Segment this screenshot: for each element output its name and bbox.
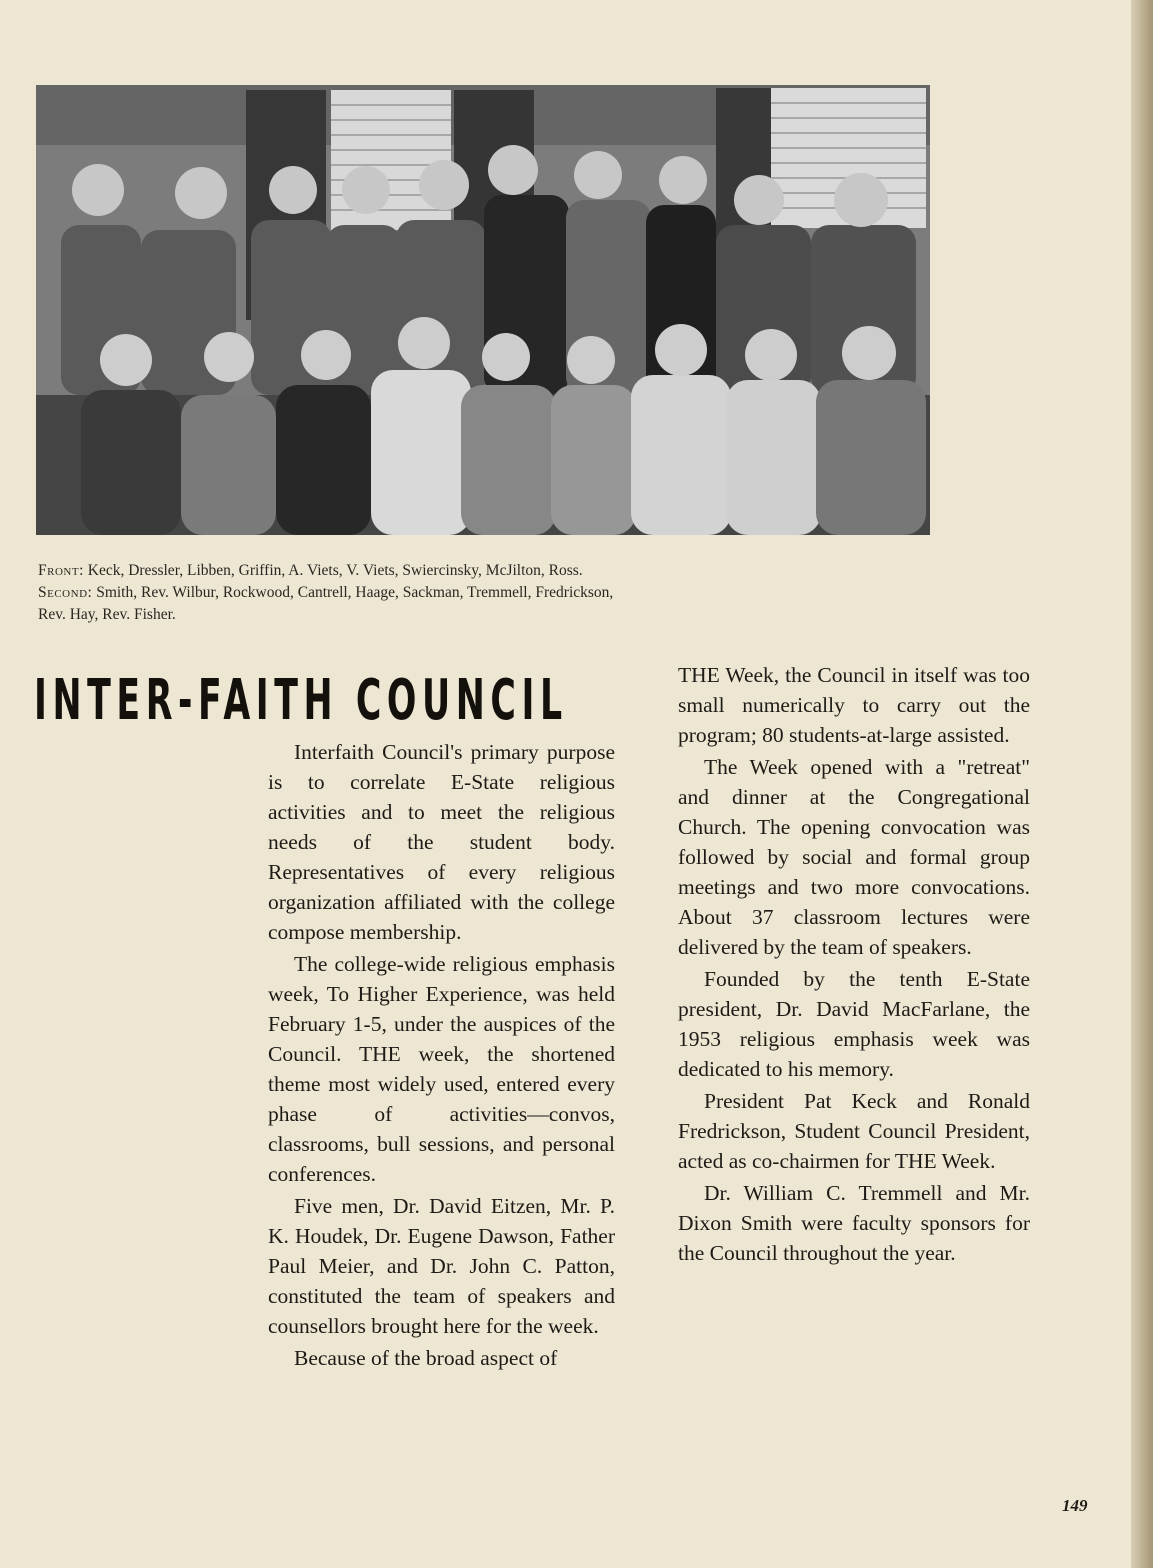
page-edge — [1131, 0, 1153, 1568]
paragraph: The Week opened with a "retreat" and dinner at the Congregational Church. The opening convocation was followed by social and formal group meetings and two more convocations. About 37 classroom lectures were delivered by the team of speakers. — [678, 755, 1030, 959]
article-right-column — [678, 660, 1030, 1268]
paragraph: The college-wide religious emphasis week, To Higher Experience, was held February 1-5, under the auspices of the Council. THE week, the shortened theme most widely used, entered every phase of activities—convos, classrooms, bull sessions, and personal conferences. — [268, 952, 615, 1186]
paragraph: THE Week, the Council in itself was too small numerically to carry out the program; 80 students-at-large assisted. — [678, 663, 1030, 747]
page-title: INTER-FAITH COUNCIL — [34, 668, 568, 733]
article-left-column — [268, 737, 615, 1373]
paragraph: President Pat Keck and Ronald Fredrickson, Student Council President, acted as co-chairmen for THE Week. — [678, 1089, 1030, 1173]
paragraph: Because of the broad aspect of — [294, 1346, 558, 1370]
caption-front-names: Keck, Dressler, Libben, Griffin, A. Viets, V. Viets, Swiercinsky, McJilton, Ross. — [87, 562, 583, 579]
paragraph: Interfaith Council's primary purpose is to correlate E-State religious activities and to meet the religious needs of the student body. Representatives of every religious organization affiliated with the college compose membership. — [268, 740, 615, 944]
group-photo — [36, 85, 930, 535]
paragraph: Five men, Dr. David Eitzen, Mr. P. K. Houdek, Dr. Eugene Dawson, Father Paul Meier, and Dr. John C. Patton, constituted the team of speakers and counsellors brought here for the week. — [268, 1194, 615, 1338]
caption-front-label: Front: — [38, 562, 84, 579]
caption-second-label: Second: — [38, 584, 93, 601]
caption-second-names: Smith, Rev. Wilbur, Rockwood, Cantrell, Haage, Sackman, Tremmell, Fredrickson, Rev. Hay, Rev. Fisher. — [38, 584, 614, 623]
page-number: 149 — [1062, 1496, 1088, 1515]
photo-caption — [38, 560, 618, 626]
paragraph: Founded by the tenth E-State president, Dr. David MacFarlane, the 1953 religious emphasis week was dedicated to his memory. — [678, 967, 1030, 1081]
paragraph: Dr. William C. Tremmell and Mr. Dixon Smith were faculty sponsors for the Council throughout the year. — [678, 1181, 1030, 1265]
